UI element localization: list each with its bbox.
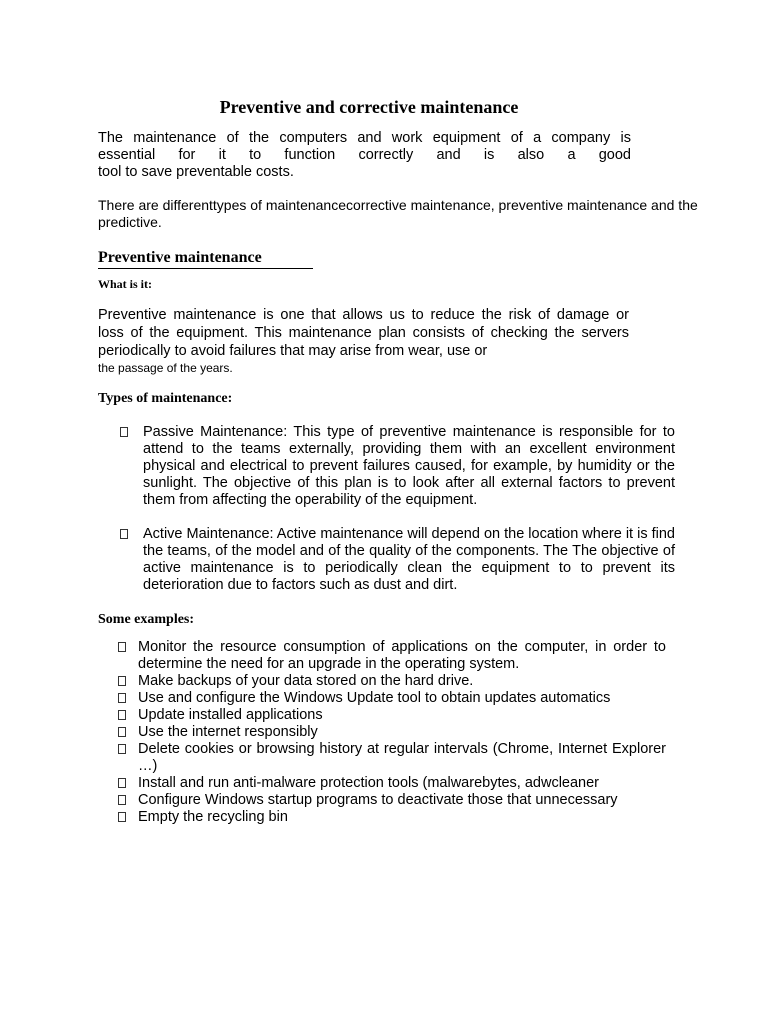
bullet-box-icon bbox=[118, 710, 126, 720]
preventive-line-3: periodically to avoid failures that may arise from wear, use or bbox=[98, 343, 488, 359]
list-item bbox=[118, 775, 666, 792]
maintenance-list-passive bbox=[120, 424, 675, 509]
example-text: Monitor the resource consumption of applications on the computer, in order to determine the need for an upgrade in the operating system. bbox=[138, 639, 666, 672]
active-maintenance-text: Active Maintenance: Active maintenance will depend on the location where it is find the teams, of the model and of the quality of the components. The The objective of active maintenance is to periodically clean the equipment to to prevent its deterioration due to factors such as dust and dirt. bbox=[143, 526, 675, 593]
document-title: Preventive and corrective maintenance bbox=[219, 97, 519, 117]
bullet-box-icon bbox=[118, 795, 126, 805]
section-heading-preventive: Preventive maintenance bbox=[98, 248, 313, 269]
bullet-box-icon bbox=[120, 529, 128, 539]
bullet-box-icon bbox=[118, 727, 126, 737]
example-text: Use and configure the Windows Update tool to obtain updates automatics bbox=[138, 690, 611, 706]
example-text: Use the internet responsibly bbox=[138, 724, 318, 740]
types-of-maintenance-label: Types of maintenance: bbox=[98, 391, 233, 406]
bullet-box-icon bbox=[118, 676, 126, 686]
list-item bbox=[118, 707, 666, 724]
preventive-paragraph bbox=[98, 306, 629, 376]
example-text: Install and run anti-malware protection tools (malwarebytes, adwcleaner bbox=[138, 775, 599, 791]
preventive-line-1: Preventive maintenance is one that allows us to reduce the risk of damage or bbox=[98, 307, 629, 323]
intro-paragraph bbox=[98, 130, 631, 181]
preventive-line-4: the passage of the years. bbox=[98, 361, 233, 375]
passive-maintenance-text: Passive Maintenance: This type of preventive maintenance is responsible for to attend to the teams externally, providing them with an excellent environment physical and electrical to prevent failures caused, for example, by humidity or the sunlight. The objective of this plan is to look after all external factors to prevent them from affecting the operability of the equipment. bbox=[143, 424, 675, 508]
list-item bbox=[118, 809, 666, 826]
intro-line-1: The maintenance of the computers and work equipment of a company is bbox=[98, 130, 631, 146]
example-text: Configure Windows startup programs to deactivate those that unnecessary bbox=[138, 792, 618, 808]
list-item bbox=[120, 526, 675, 594]
types-paragraph: There are differenttypes of maintenancecorrective maintenance, preventive maintenance and the predictive. bbox=[98, 197, 698, 230]
maintenance-list-active bbox=[120, 526, 675, 594]
list-item bbox=[120, 424, 675, 509]
bullet-box-icon bbox=[118, 744, 126, 754]
list-item bbox=[118, 741, 666, 775]
bullet-box-icon bbox=[118, 812, 126, 822]
preventive-line-2: loss of the equipment. This maintenance plan consists of checking the servers bbox=[98, 325, 629, 341]
example-text: Make backups of your data stored on the hard drive. bbox=[138, 673, 474, 689]
bullet-box-icon bbox=[118, 642, 126, 652]
example-text: Delete cookies or browsing history at regular intervals (Chrome, Internet Explorer …) bbox=[138, 741, 666, 774]
bullet-box-icon bbox=[118, 778, 126, 788]
bullet-box-icon bbox=[118, 693, 126, 703]
list-item bbox=[118, 690, 666, 707]
some-examples-label: Some examples: bbox=[98, 612, 195, 627]
list-item bbox=[118, 639, 666, 673]
what-is-it-label: What is it: bbox=[98, 277, 152, 291]
intro-line-2: essential for it to function correctly and is also a good bbox=[98, 147, 631, 163]
intro-line-3: tool to save preventable costs. bbox=[98, 164, 294, 180]
list-item bbox=[118, 792, 666, 809]
examples-list bbox=[118, 639, 666, 826]
list-item bbox=[118, 724, 666, 741]
example-text: Update installed applications bbox=[138, 707, 323, 723]
bullet-box-icon bbox=[120, 427, 128, 437]
example-text: Empty the recycling bin bbox=[138, 809, 288, 825]
list-item bbox=[118, 673, 666, 690]
